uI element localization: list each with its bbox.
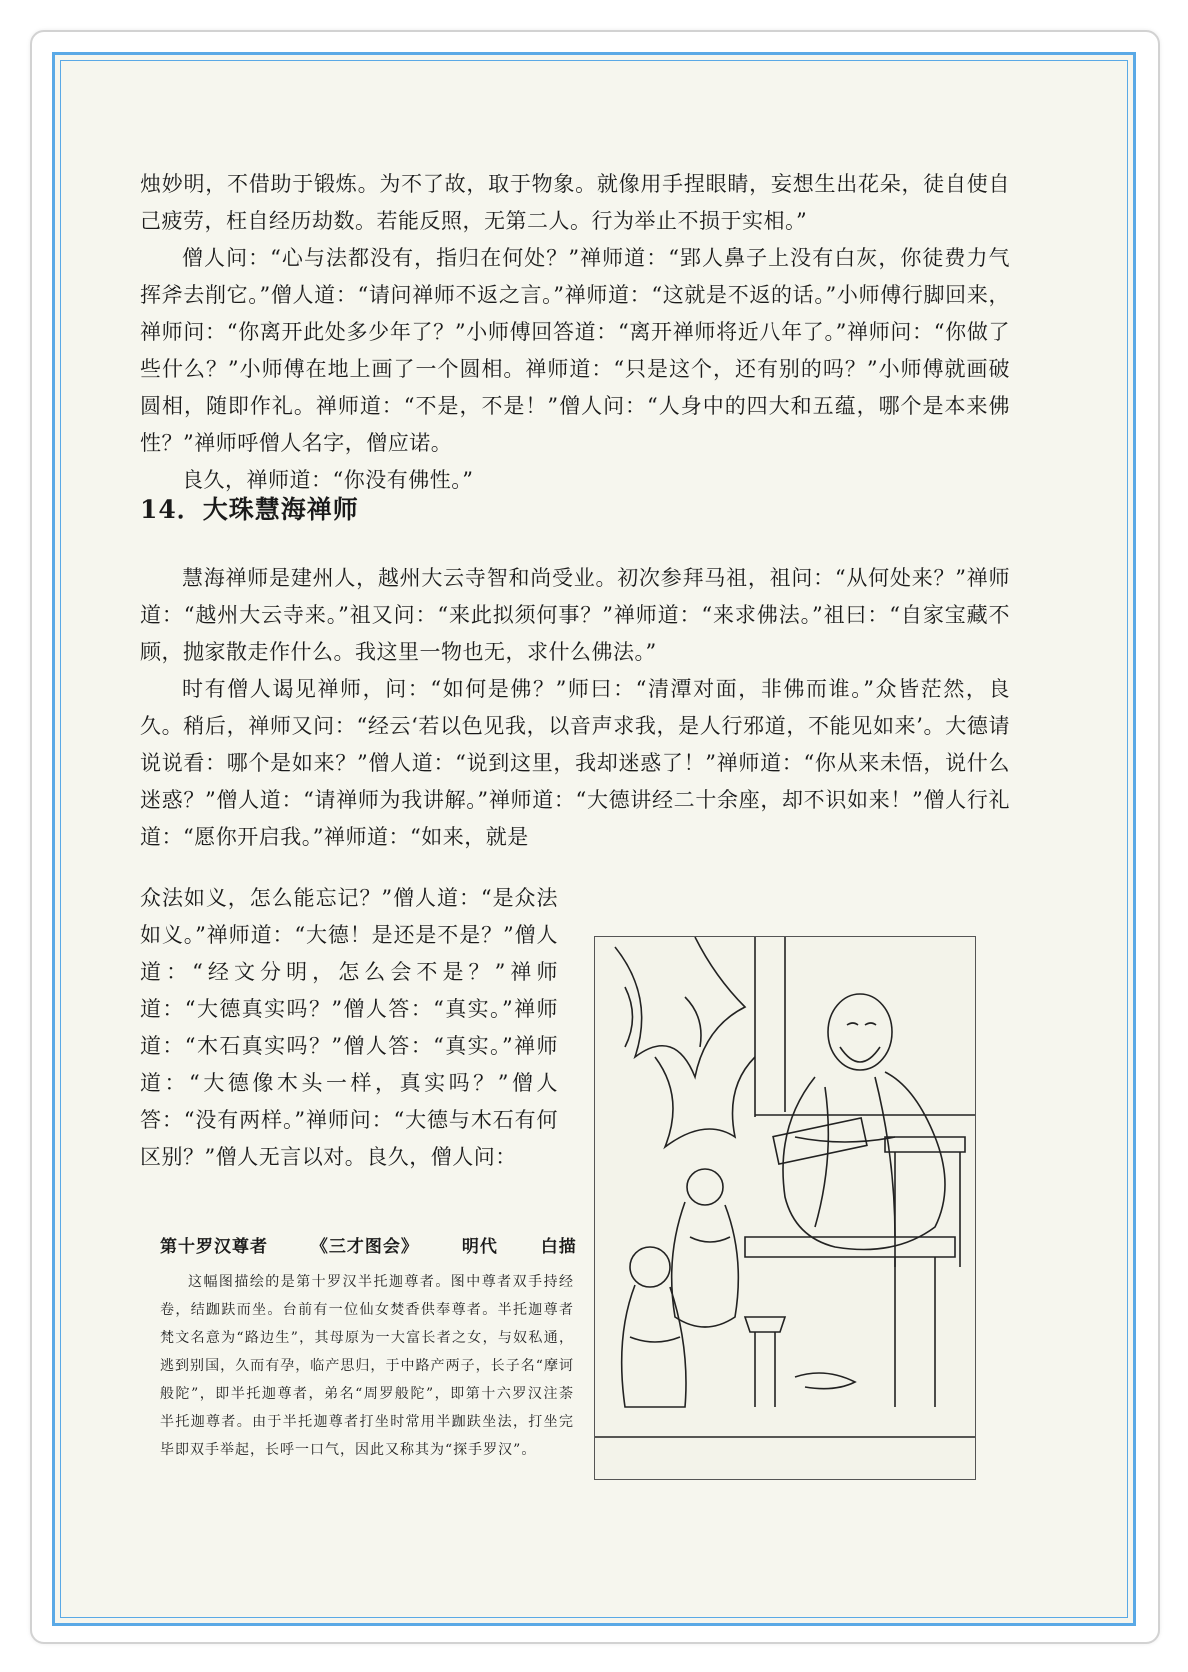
arhat-illustration: [594, 936, 976, 1480]
paragraph: 良久，禅师道：“你没有佛性。”: [182, 468, 474, 492]
wrapped-text: 众法如义，怎么能忘记？”僧人道：“是众法如义。”禅师道：“大德！是还是不是？”僧人道：“经文分明，怎么会不是？”禅师道：“大德真实吗？”僧人答：“真实。”禅师道：“木石真实吗？”僧人答：“真实。”禅师道：“大德像木头一样，真实吗？”僧人答：“没有两样。”禅师问：“大德与木石有何区别？”僧人无言以对。良久，僧人问：: [140, 886, 558, 1169]
caption-source: 《三才图会》: [310, 1237, 419, 1257]
paragraph: 烛妙明，不借助于锻炼。为不了故，取于物象。就像用手捏眼睛，妄想生出花朵，徒自使自己疲劳，枉自经历劫数。若能反照，无第二人。行为举止不损于实相。”: [140, 172, 1010, 233]
caption-body: 这幅图描绘的是第十罗汉半托迦尊者。图中尊者双手持经卷，结跏趺而坐。台前有一位仙女焚香供奉尊者。半托迦尊者梵文名意为“路边生”，其母原为一大富长者之女，与奴私通，逃到别国，久而有孕，临产思归，于中路产两子，长子名“摩诃般陀”，即半托迦尊者，弟名“周罗般陀”，即第十六罗汉注荼半托迦尊者。由于半托迦尊者打坐时常用半跏趺坐法，打坐完毕即双手举起，长呼一口气，因此又称其为“探手罗汉”。: [160, 1274, 574, 1458]
paragraph: 时有僧人谒见禅师，问：“如何是佛？”师曰：“清潭对面，非佛而谁。”众皆茫然，良久。稍后，禅师又问：“经云‘若以色见我，以音声求我，是人行邪道，不能见如来’。大德请说说看：哪个是如来？”僧人道：“说到这里，我却迷惑了！”禅师道：“你从来未悟，说什么迷惑？”僧人道：“请禅师为我讲解。”禅师道：“大德讲经二十余座，却不识如来！”僧人行礼道：“愿你开启我。”禅师道：“如来，就是: [140, 677, 1010, 849]
paragraph: 僧人问：“心与法都没有，指归在何处？”禅师道：“郢人鼻子上没有白灰，你徒费力气挥斧去削它。”僧人道：“请问禅师不返之言。”禅师道：“这就是不返的话。”小师傅行脚回来，禅师问：“你离开此处多少年了？”小师傅回答道：“离开禅师将近八年了。”禅师问：“你做了些什么？”小师傅在地上画了一个圆相。禅师道：“只是这个，还有别的吗？”小师傅就画破圆相，随即作礼。禅师道：“不是，不是！”僧人问：“人身中的四大和五蕴，哪个是本来佛性？”禅师呼僧人名字，僧应诺。: [140, 246, 1010, 455]
caption-name: 第十罗汉尊者: [160, 1237, 268, 1257]
caption-era: 明代: [461, 1237, 498, 1257]
caption-title: [160, 1232, 613, 1257]
section-title: 14．大珠慧海禅师: [140, 495, 359, 524]
top-text-block: [140, 166, 1010, 499]
paragraph: 慧海禅师是建州人，越州大云寺智和尚受业。初次参拜马祖，祖问：“从何处来？”禅师道：“越州大云寺来。”祖又问：“来此拟须何事？”禅师道：“来求佛法。”祖曰：“自家宝藏不顾，抛家散走作什么。我这里一物也无，求什么佛法。”: [140, 566, 1010, 664]
line-drawing: [595, 937, 975, 1479]
section-text-block: [140, 560, 1010, 856]
caption-style: 白描: [540, 1237, 577, 1257]
